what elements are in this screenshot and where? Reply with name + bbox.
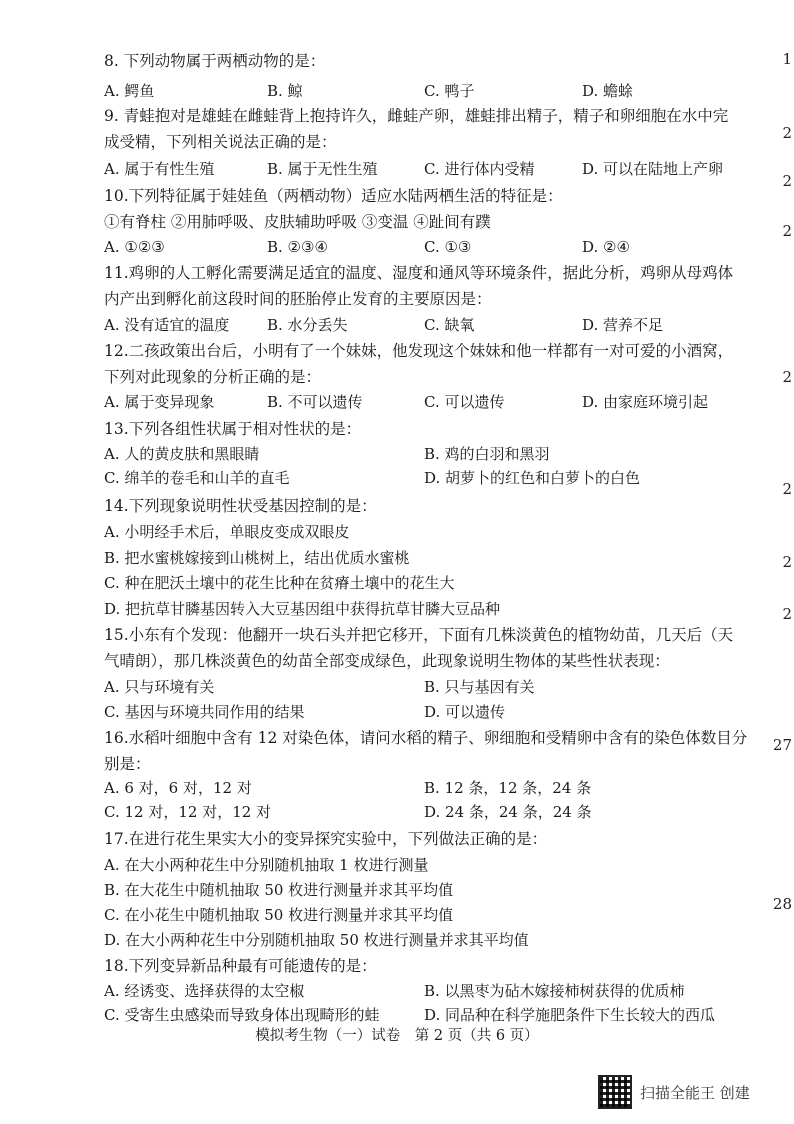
question-13-stem: 13.下列各组性状属于相对性状的是： <box>104 420 362 438</box>
q9-option-a: A. 属于有性生殖 <box>104 160 215 178</box>
q8-option-b: B. 鲸 <box>267 82 303 100</box>
q17-option-a: A. 在大小两种花生中分别随机抽取 1 枚进行测量 <box>104 856 429 874</box>
edge-number: 2 <box>782 553 792 571</box>
question-18-stem: 18.下列变异新品种最有可能遗传的是： <box>104 957 377 975</box>
question-14-stem: 14.下列现象说明性状受基因控制的是： <box>104 497 377 515</box>
edge-number: 2 <box>782 605 792 623</box>
q14-option-d: D. 把抗草甘膦基因转入大豆基因组中获得抗草甘膦大豆品种 <box>104 600 501 618</box>
q18-option-a: A. 经诱变、选择获得的太空椒 <box>104 982 305 1000</box>
q17-option-c: C. 在小花生中随机抽取 50 枚进行测量并求其平均值 <box>104 906 454 924</box>
q11-option-b: B. 水分丢失 <box>267 316 348 334</box>
q9-option-c: C. 进行体内受精 <box>424 160 535 178</box>
edge-number: 1 <box>782 50 792 68</box>
q10-option-b: B. ②③④ <box>267 238 328 256</box>
question-17-stem: 17.在进行花生果实大小的变异探究实验中，下列做法正确的是： <box>104 830 548 848</box>
edge-number: 2 <box>782 480 792 498</box>
edge-number: 28 <box>772 895 792 913</box>
q8-option-c: C. 鸭子 <box>424 82 475 100</box>
q16-option-c: C. 12 对，12 对，12 对 <box>104 803 272 821</box>
question-11-stem-line1: 11.鸡卵的人工孵化需要满足适宜的温度、湿度和通风等环境条件，据此分析，鸡卵从母鸡体 <box>104 264 734 282</box>
question-10-stem-line1: 10.下列特征属于娃娃鱼（两栖动物）适应水陆两栖生活的特征是： <box>104 187 563 205</box>
q15-option-d: D. 可以遗传 <box>424 703 506 721</box>
q18-option-d: D. 同品种在科学施肥条件下生长较大的西瓜 <box>424 1006 716 1024</box>
q13-option-a: A. 人的黄皮肤和黑眼睛 <box>104 445 260 463</box>
question-11-stem-line2: 内产出到孵化前这段时间的胚胎停止发育的主要原因是： <box>104 290 492 308</box>
q14-option-a: A. 小明经手术后，单眼皮变成双眼皮 <box>104 523 350 541</box>
q9-option-b: B. 属于无性生殖 <box>267 160 378 178</box>
q11-option-d: D. 营养不足 <box>582 316 664 334</box>
q16-option-b: B. 12 条，12 条，24 条 <box>424 779 592 797</box>
q17-option-b: B. 在大花生中随机抽取 50 枚进行测量并求其平均值 <box>104 881 454 899</box>
q13-option-d: D. 胡萝卜的红色和白萝卜的白色 <box>424 469 641 487</box>
q15-option-a: A. 只与环境有关 <box>104 678 215 696</box>
q9-option-d: D. 可以在陆地上产卵 <box>582 160 724 178</box>
question-12-stem-line2: 下列对此现象的分析正确的是： <box>104 368 322 386</box>
q14-option-b: B. 把水蜜桃嫁接到山桃树上，结出优质水蜜桃 <box>104 549 410 567</box>
edge-number: 2 <box>782 172 792 190</box>
edge-number: 27 <box>772 736 792 754</box>
qr-code-icon <box>598 1075 632 1109</box>
edge-number: 2 <box>782 368 792 386</box>
question-8-stem: 8. 下列动物属于两栖动物的是： <box>104 52 326 70</box>
page-footer: 模拟考生物（一）试卷 第 2 页（共 6 页） <box>255 1028 539 1044</box>
q8-option-d: D. 蟾蜍 <box>582 82 634 100</box>
q15-option-b: B. 只与基因有关 <box>424 678 535 696</box>
q18-option-b: B. 以黑枣为砧木嫁接柿树获得的优质柿 <box>424 982 685 1000</box>
q16-option-d: D. 24 条，24 条，24 条 <box>424 803 592 821</box>
question-15-stem-line1: 15.小东有个发现：他翻开一块石头并把它移开，下面有几株淡黄色的植物幼苗，几天后（天 <box>104 626 734 644</box>
q12-option-b: B. 不可以遗传 <box>267 393 363 411</box>
q12-option-a: A. 属于变异现象 <box>104 393 215 411</box>
question-9-stem-line2: 成受精，下列相关说法正确的是： <box>104 133 337 151</box>
edge-number: 2 <box>782 124 792 142</box>
q18-option-c: C. 受寄生虫感染而导致身体出现畸形的蛙 <box>104 1006 380 1024</box>
q14-option-c: C. 种在肥沃土壤中的花生比种在贫瘠土壤中的花生大 <box>104 574 455 592</box>
scanner-watermark <box>598 1075 750 1109</box>
question-15-stem-line2: 气晴朗），那几株淡黄色的幼苗全部变成绿色，此现象说明生物体的某些性状表现： <box>104 652 670 670</box>
question-9-stem-line1: 9. 青蛙抱对是雄蛙在雌蛙背上抱持许久，雌蛙产卵，雄蛙排出精子，精子和卵细胞在水中完 <box>104 107 729 125</box>
q12-option-c: C. 可以遗传 <box>424 393 505 411</box>
q17-option-d: D. 在大小两种花生中分别随机抽取 50 枚进行测量并求其平均值 <box>104 931 529 949</box>
q12-option-d: D. 由家庭环境引起 <box>582 393 709 411</box>
question-16-stem-line1: 16.水稻叶细胞中含有 12 对染色体，请问水稻的精子、卵细胞和受精卵中含有的染色体数目分 <box>104 729 748 747</box>
q10-option-c: C. ①③ <box>424 238 472 256</box>
q11-option-a: A. 没有适宜的温度 <box>104 316 230 334</box>
q13-option-c: C. 绵羊的卷毛和山羊的直毛 <box>104 469 290 487</box>
q16-option-a: A. 6 对，6 对，12 对 <box>104 779 252 797</box>
q10-option-d: D. ②④ <box>582 238 630 256</box>
q15-option-c: C. 基因与环境共同作用的结果 <box>104 703 305 721</box>
question-16-stem-line2: 别是： <box>104 755 151 773</box>
q10-option-a: A. ①②③ <box>104 238 165 256</box>
question-12-stem-line1: 12.二孩政策出台后，小明有了一个妹妹，他发现这个妹妹和他一样都有一对可爱的小酒窝， <box>104 342 734 360</box>
scanner-brand-text: 扫描全能王 创建 <box>640 1083 750 1102</box>
q8-option-a: A. 鳄鱼 <box>104 82 155 100</box>
edge-number: 2 <box>782 222 792 240</box>
question-10-stem-line2: ①有脊柱 ②用肺呼吸、皮肤辅助呼吸 ③变温 ④趾间有蹼 <box>104 213 491 231</box>
q13-option-b: B. 鸡的白羽和黑羽 <box>424 445 550 463</box>
q11-option-c: C. 缺氧 <box>424 316 475 334</box>
